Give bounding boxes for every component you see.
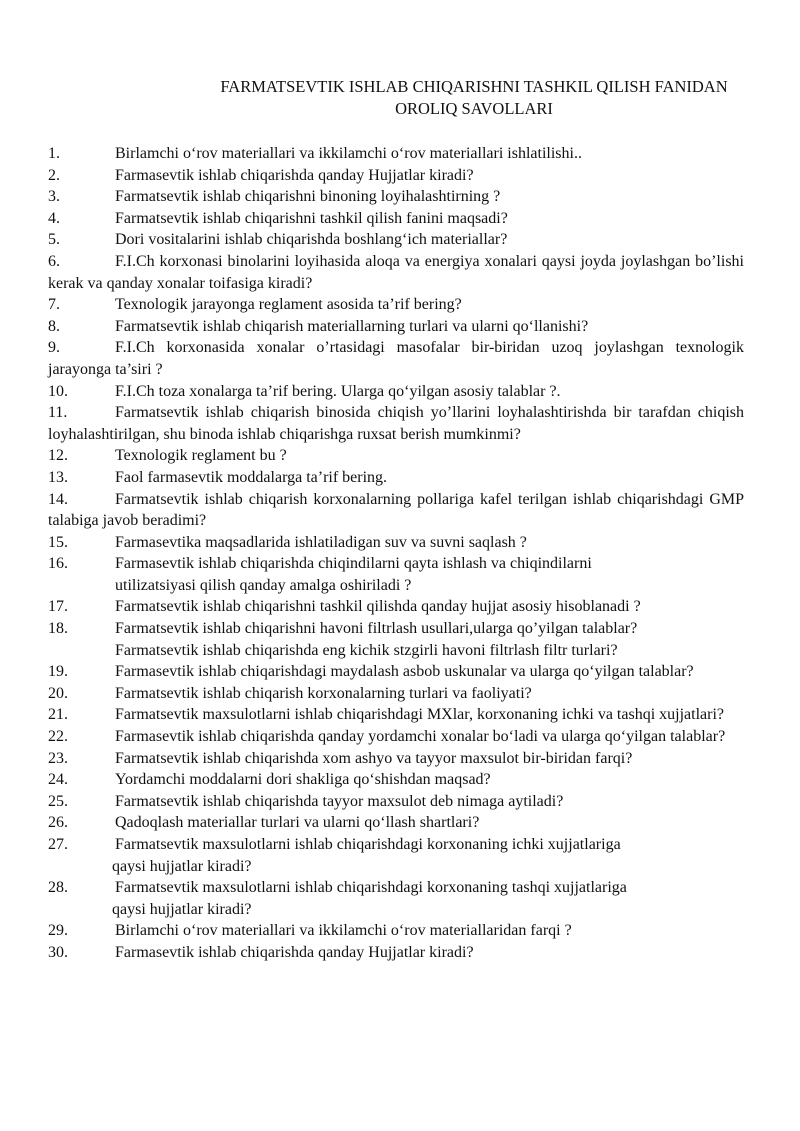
question-number: 23. [48,749,68,767]
question-item [48,445,744,467]
question-text-continued: texnologik jarayonga ta’siri ? [48,339,744,378]
question-text-continued: utilizatsiyasi qilish qanday amalga oshiriladi ? [115,576,412,594]
question-text: Farmatsevtik ishlab chiqarish binosida chiqish yo’llarini loyhalashtirishda bir [115,404,632,422]
question-text: Faol farmasevtik moddalarga ta’rif bering. [115,468,388,486]
question-number: 9. [48,339,60,357]
question-item [48,337,744,380]
question-item [48,726,744,748]
question-number: 2. [48,166,60,184]
question-text: Farmatsevtik ishlab chiqarishda tayyor maxsulot deb nimaga aytiladi? [115,792,564,810]
title-line-2: OROLIQ SAVOLLARI [395,99,553,118]
question-text: Birlamchi o‘rov materiallari va ikkilamchi o‘rov materiallari ishlatilishi.. [115,145,582,162]
question-item [48,769,744,791]
question-text-continued: tashqi xujjatlari? [616,706,724,724]
question-number: 15. [48,533,68,551]
question-text: F.I.Ch korxonasida xonalar o’rtasidagi masofalar bir-biridan uzoq joylashgan [115,339,664,357]
question-number: 17. [48,598,68,616]
question-number: 1. [48,145,60,162]
question-text-continued: chiqarishdagi GMP talabiga javob beradimi? [48,490,745,530]
question-text: Farmatsevtik ishlab chiqarish korxonalarning pollariga kafel terilgan ishlab [115,490,612,508]
question-number: 28. [48,879,68,897]
question-text: Farmasevtik ishlab chiqarishda qanday Hujjatlar kiradi? [115,166,474,184]
question-text-continued: qo‘yilgan talablar? [604,728,726,746]
question-number: 26. [48,814,68,832]
question-text: F.I.Ch toza xonalarga ta’rif bering. Ularga qo‘yilgan asosiy talablar ?. [115,382,561,400]
question-text-continued: tarafdan chiqish loyhalashtirilgan, shu binoda ishlab chiqarishga ruxsat berish mumkinmi? [48,404,745,443]
question-number: 25. [48,792,68,810]
question-number: 6. [48,252,60,270]
question-number: 27. [48,836,68,853]
question-number: 16. [48,555,68,573]
question-text-continued: qaysi hujjatlar kiradi? [112,857,252,875]
question-item [48,812,744,834]
question-item [48,467,744,489]
question-number: 22. [48,728,68,746]
question-text: Dori vositalarini ishlab chiqarishda boshlang‘ich materiallar? [115,231,508,249]
question-number: 14. [48,490,68,508]
question-item [48,553,744,596]
question-item [48,229,744,251]
question-item [48,661,744,683]
question-item [48,791,744,813]
question-text: Farmasevtik ishlab chiqarishda chiqindilarni qayta ishlash va chiqindilarni [115,555,592,573]
question-item [48,143,744,165]
question-text: Farmatsevtik ishlab chiqarish korxonalarning turlari va faoliyati? [115,684,532,702]
question-number: 4. [48,209,60,227]
question-number: 21. [48,706,68,724]
question-list [48,143,744,964]
question-text: Farmatsevtik ishlab chiqarish materiallarning turlari va ularni qo‘llanishi? [115,317,589,335]
question-item [48,186,744,208]
question-number: 5. [48,231,60,249]
question-number: 13. [48,468,68,486]
question-text-continued: joylashgan bo’lishi kerak va qanday xonalar toifasiga kiradi? [48,252,744,292]
question-item [48,402,744,445]
question-number: 10. [48,382,68,400]
question-item [48,165,744,187]
question-text: Farmatsevtik ishlab chiqarishni havoni filtrlash usullari,ularga qo’yilgan talablar? [115,620,638,638]
question-item [48,294,744,316]
question-number: 30. [48,943,68,961]
question-number: 18. [48,620,68,638]
title-line-1: FARMATSEVTIK ISHLAB CHIQARISHNI TASHKIL QILISH FANIDAN [220,77,728,96]
question-text: Farmasevtik ishlab chiqarishdagi maydalash asbob uskunalar va ularga qo‘yilgan [115,663,635,681]
question-item [48,834,744,877]
question-item [48,596,744,618]
question-number: 8. [48,317,60,335]
question-text: Birlamchi o‘rov materiallari va ikkilamchi o‘rov materiallaridan farqi ? [115,922,572,940]
question-item [48,381,744,403]
question-text: Farmasevtik ishlab chiqarishda qanday Hujjatlar kiradi? [115,943,474,961]
question-text-continued: Farmatsevtik ishlab chiqarishda eng kichik stzgirli havoni filtrlash filtr turlari? [115,641,618,659]
question-text: Texnologik jarayonga reglament asosida ta’rif bering? [115,296,462,314]
question-text: Yordamchi moddalarni dori shakliga qo‘shishdan maqsad? [115,771,491,789]
question-text: Farmatsevtik ishlab chiqarishni tashkil qilishda qanday hujjat asosiy hisoblanadi ? [115,598,641,616]
question-text-continued: qaysi hujjatlar kiradi? [112,900,252,918]
question-text: Farmatsevtik ishlab chiqarishni tashkil qilish fanini maqsadi? [115,209,508,227]
question-item [48,920,744,942]
question-text: Farmasevtika maqsadlarida ishlatiladigan suv va suvni saqlash ? [115,533,527,551]
question-item [48,683,744,705]
question-text: Farmatsevtik ishlab chiqarishda xom ashyo va tayyor maxsulot bir-biridan farqi? [115,749,633,767]
question-item [48,208,744,230]
question-text: Farmatsevtik ishlab chiqarishni binoning loyihalashtirning ? [115,188,501,206]
question-text: Farmatsevtik maxsulotlarni ishlab chiqarishdagi MXlar, korxonaning ichki va [115,706,613,724]
question-item [48,618,744,661]
question-item [48,532,744,554]
question-text: Farmasevtik ishlab chiqarishda qanday yordamchi xonalar bo‘ladi va ularga [115,728,601,746]
question-item [48,748,744,770]
question-text: Farmatsevtik maxsulotlarni ishlab chiqarishdagi korxonaning tashqi xujjatlariga [115,879,627,897]
question-item [48,942,744,964]
question-text: Farmatsevtik maxsulotlarni ishlab chiqarishdagi korxonaning ichki xujjatlariga [115,836,621,853]
question-number: 7. [48,296,60,314]
question-item [48,704,744,726]
question-number: 3. [48,188,60,206]
question-number: 24. [48,771,68,789]
question-text: Texnologik reglament bu ? [115,447,287,465]
question-number: 29. [48,922,68,940]
question-number: 12. [48,447,68,465]
question-number: 20. [48,684,68,702]
question-text-continued: talablar? [638,663,694,681]
question-text: Qadoqlash materiallar turlari va ularni qo‘llash shartlari? [115,814,480,832]
question-item [48,877,744,920]
question-item [48,316,744,338]
question-number: 19. [48,663,68,681]
question-number: 11. [48,404,68,422]
question-item [48,489,744,532]
question-text: F.I.Ch korxonasi binolarini loyihasida aloqa va energiya xonalari qaysi joyda [115,252,616,270]
question-item [48,251,744,294]
document-title [48,76,792,120]
